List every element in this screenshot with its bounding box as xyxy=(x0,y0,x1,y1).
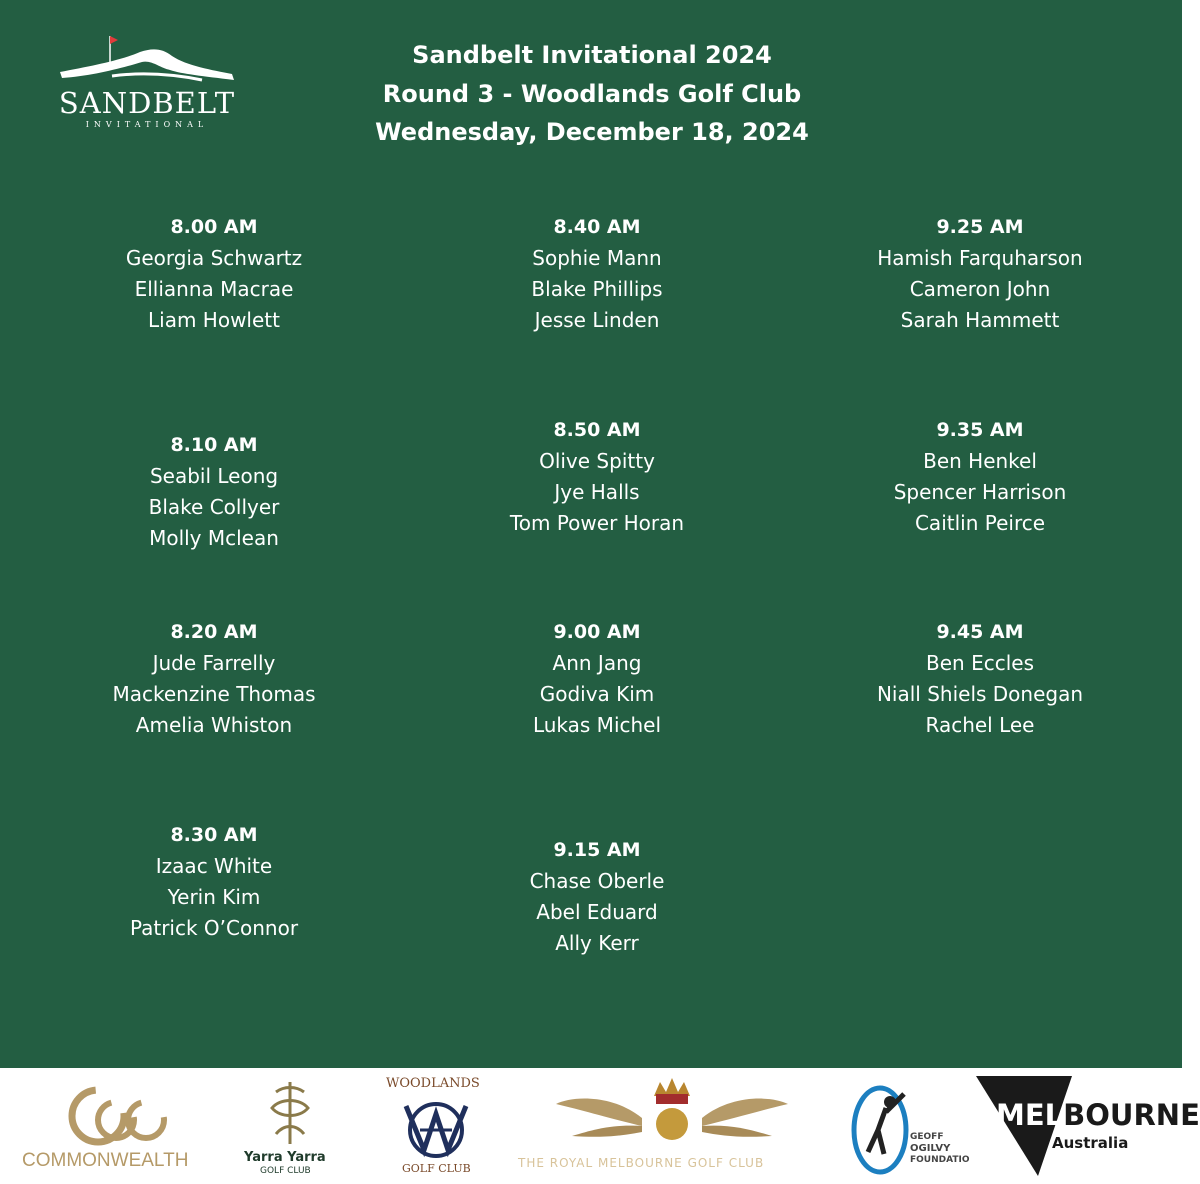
royal-melbourne-logo xyxy=(512,1074,832,1180)
woodlands-logo xyxy=(376,1076,506,1180)
player-name: Sophie Mann xyxy=(532,246,662,270)
player-name: Seabil Leong xyxy=(149,464,279,488)
woodlands-bottom-label: GOLF CLUB xyxy=(402,1162,471,1175)
australia-label: Australia xyxy=(1052,1134,1129,1152)
tee-group xyxy=(447,212,747,336)
tee-group xyxy=(64,617,364,741)
event-title: Sandbelt Invitational 2024 xyxy=(412,41,772,69)
ogilvy-label-3: FOUNDATIO xyxy=(910,1155,970,1165)
tee-group xyxy=(830,212,1130,336)
player-name: Ben Eccles xyxy=(926,651,1034,675)
winged-crown-icon xyxy=(512,1074,832,1154)
geoff-ogilvy-logo xyxy=(846,1080,974,1178)
player-name: Lukas Michel xyxy=(532,713,662,737)
commonwealth-monogram-icon xyxy=(18,1082,218,1144)
player-name: Abel Eduard xyxy=(536,900,658,924)
commonwealth-label: COMMONWEALTH xyxy=(22,1150,189,1171)
melbourne-australia-logo xyxy=(976,1072,1200,1180)
tee-time: 8.20 AM xyxy=(170,621,258,643)
melbourne-label: MELBOURNE xyxy=(996,1098,1200,1132)
sponsor-strip xyxy=(0,1068,1200,1184)
tee-group xyxy=(64,212,364,336)
tee-group xyxy=(64,820,364,944)
player-name: Yerin Kim xyxy=(167,885,261,909)
yarra-yarra-logo xyxy=(240,1078,340,1178)
logo-wordmark: SANDBELT xyxy=(58,86,236,120)
player-name: Ann Jang xyxy=(552,651,642,675)
player-name: Chase Oberle xyxy=(529,869,665,893)
player-name: Rachel Lee xyxy=(925,713,1035,737)
player-name: Izaac White xyxy=(155,854,273,878)
player-name: Blake Phillips xyxy=(531,277,663,301)
tee-time: 9.35 AM xyxy=(936,419,1024,441)
player-name: Molly Mclean xyxy=(149,526,279,550)
player-name: Jesse Linden xyxy=(534,308,660,332)
tee-time: 9.45 AM xyxy=(936,621,1024,643)
royal-melbourne-label: THE ROYAL MELBOURNE GOLF CLUB xyxy=(518,1156,765,1170)
tee-group xyxy=(447,617,747,741)
round-title: Round 3 - Woodlands Golf Club xyxy=(382,79,802,108)
tee-group xyxy=(64,430,364,554)
commonwealth-logo xyxy=(18,1082,218,1174)
logo-subtitle: INVITATIONAL xyxy=(85,120,209,129)
player-name: Jye Halls xyxy=(554,480,640,504)
tee-time: 9.00 AM xyxy=(553,621,641,643)
tee-time: 8.10 AM xyxy=(170,434,258,456)
ogilvy-label-1: GEOFF xyxy=(910,1132,944,1142)
woodlands-top-label: WOODLANDS xyxy=(386,1076,480,1091)
tee-time: 9.15 AM xyxy=(553,839,641,861)
player-name: Blake Collyer xyxy=(148,495,280,519)
player-name: Liam Howlett xyxy=(148,308,280,332)
player-name: Georgia Schwartz xyxy=(125,246,303,270)
woodlands-monogram-icon xyxy=(376,1094,506,1164)
yarra-label: Yarra Yarra xyxy=(244,1150,326,1165)
tee-group xyxy=(830,617,1130,741)
player-name: Tom Power Horan xyxy=(509,511,685,535)
golf-flag-icon xyxy=(52,30,242,90)
player-name: Spencer Harrison xyxy=(893,480,1067,504)
player-name: Cameron John xyxy=(909,277,1051,301)
player-name: Olive Spitty xyxy=(539,449,655,473)
golfer-swing-icon xyxy=(846,1080,916,1176)
player-name: Godiva Kim xyxy=(539,682,655,706)
event-header xyxy=(292,36,892,152)
player-name: Patrick O’Connor xyxy=(129,916,299,940)
tee-time: 8.30 AM xyxy=(170,824,258,846)
event-date: Wednesday, December 18, 2024 xyxy=(375,118,809,146)
player-name: Sarah Hammett xyxy=(900,308,1060,332)
player-name: Niall Shiels Donegan xyxy=(876,682,1084,706)
yarra-crest-icon xyxy=(240,1078,340,1148)
tee-time: 8.40 AM xyxy=(553,216,641,238)
tee-time: 8.00 AM xyxy=(170,216,258,238)
yarra-sub-label: GOLF CLUB xyxy=(260,1166,311,1176)
tee-group xyxy=(830,415,1130,539)
player-name: Caitlin Peirce xyxy=(914,511,1046,535)
player-name: Hamish Farquharson xyxy=(877,246,1083,270)
player-name: Amelia Whiston xyxy=(135,713,293,737)
tee-group xyxy=(447,835,747,959)
tee-time: 8.50 AM xyxy=(553,419,641,441)
player-name: Ally Kerr xyxy=(555,931,639,955)
ogilvy-label-2: OGILVY xyxy=(910,1143,951,1154)
player-name: Jude Farrelly xyxy=(152,651,276,675)
player-name: Ben Henkel xyxy=(923,449,1037,473)
sandbelt-logo xyxy=(52,30,242,140)
player-name: Mackenzine Thomas xyxy=(112,682,316,706)
tee-group xyxy=(447,415,747,539)
player-name: Ellianna Macrae xyxy=(134,277,294,301)
tee-time: 9.25 AM xyxy=(936,216,1024,238)
